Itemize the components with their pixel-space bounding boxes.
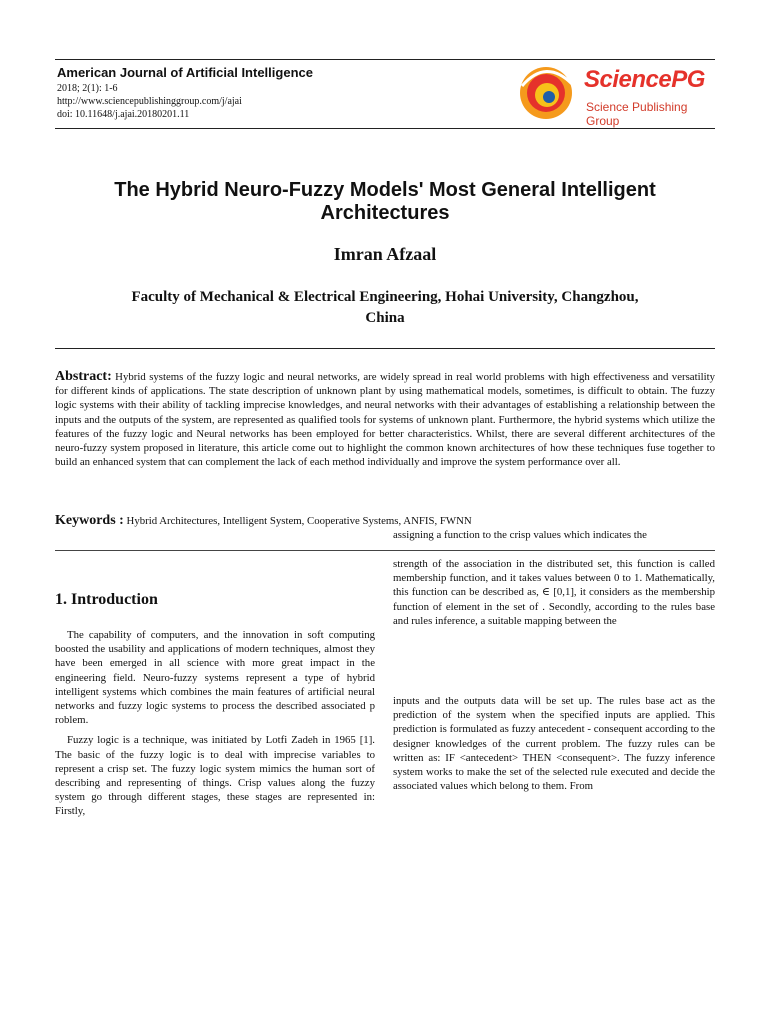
keywords [55, 513, 615, 529]
journal-doi: doi: 10.11648/j.ajai.20180201.11 [57, 109, 190, 120]
abstract-label: Abstract: [55, 369, 112, 384]
author-name: Imran Afzaal [333, 244, 437, 264]
header-top-rule [55, 59, 715, 60]
right-col-paragraph-1: strength of the association in the distributed set, this function is called membership function, and it takes values between 0 to 1. Mathematically, this function can be described as, ∈ [0,1], it considers as the membership function of element in the set of . Secondly, according to the rules base and rules inference, a suitable mapping between the [393, 558, 715, 627]
affiliation [60, 287, 710, 329]
keywords-label: Keywords : [55, 513, 124, 528]
right-col-paragraph-2: inputs and the outputs data will be set up. The rules base act as the prediction of the system when the specified inputs are applied. This prediction is formulated as fuzzy antecedent - consequent according to the designer knowledges of the current problem. The fuzzy rules can be written as: IF <antecedent> THEN <consequent>. The fuzzy inference system works to make the set of the selected rule executed and decide the associated values which belong to them. From [393, 695, 715, 793]
paper-title [40, 179, 730, 225]
right-col-top-line: assigning a function to the crisp values which indicates the [393, 529, 647, 541]
publisher-logo-icon [516, 64, 578, 122]
keywords-text: Hybrid Architectures, Intelligent System, Cooperative Systems, ANFIS, FWNN [123, 515, 472, 527]
intro-column [55, 628, 375, 819]
intro-paragraph-2: Fuzzy logic is a technique, was initiated by Lotfi Zadeh in 1965 [1]. The basic of the fuzzy logic is to deal with imprecise variables to represent a crisp set. The fuzzy logic system mimics the human sort of describing and representing of things. Crisp values along the fuzzy system go through different stages, these stages are represented in: Firstly, [55, 734, 375, 818]
title-line-1: The Hybrid Neuro-Fuzzy Models' Most General Intelligent [114, 179, 656, 201]
journal-issue: 2018; 2(1): 1-6 [57, 83, 118, 94]
abstract [55, 370, 715, 469]
abstract-top-rule [55, 348, 715, 349]
logo-subtitle: Science Publishing Group [586, 100, 688, 128]
title-line-2: Architectures [320, 202, 450, 224]
keywords-rule [55, 550, 715, 551]
affiliation-line-2: China [365, 310, 405, 326]
abstract-text: Hybrid systems of the fuzzy logic and neural networks, are widely spread in real world problems with high effectiveness and versatility for different kinds of applications. The state description of unknown plant by using mathematical models, sometimes, is difficult to obtain. The fuzzy logic systems with their ability of tackling imprecise knowledges, and neural networks with their advantages of establishing a relationship between the inputs and the outputs of the system, are represented as qualified tools for systems of unknown plant. Furthermore, the hybrid systems which utilize the features of the fuzzy logic and Neural networks has been employed for better characteristics. Whilst, there are several different architectures of the neuro-fuzzy system proposed in literature, this article come out to highlight the common known architectures of how these techniques fuse together to build an enhanced system that can complement the lack of each method individually and improve the system performance over all. [55, 371, 715, 469]
intro-paragraph-1: The capability of computers, and the innovation in soft computing boosted the usability and applications of modern techniques, almost they have been emerged in all science with more great impact in the engineering field. Neuro-fuzzy systems represent a type of hybrid intelligent systems which combines the main features of artificial neural networks and fuzzy logic systems to process the described associated p roblem. [55, 629, 375, 727]
publisher-logo [516, 64, 716, 128]
header-bottom-rule [55, 128, 715, 129]
affiliation-line-1: Faculty of Mechanical & Electrical Engineering, Hohai University, Changzhou, [131, 289, 639, 305]
journal-name: American Journal of Artificial Intelligence [57, 65, 313, 80]
section-heading-introduction: 1. Introduction [55, 591, 158, 608]
logo-name: SciencePG [584, 66, 705, 93]
journal-url[interactable]: http://www.sciencepublishinggroup.com/j/ajai [57, 96, 242, 107]
